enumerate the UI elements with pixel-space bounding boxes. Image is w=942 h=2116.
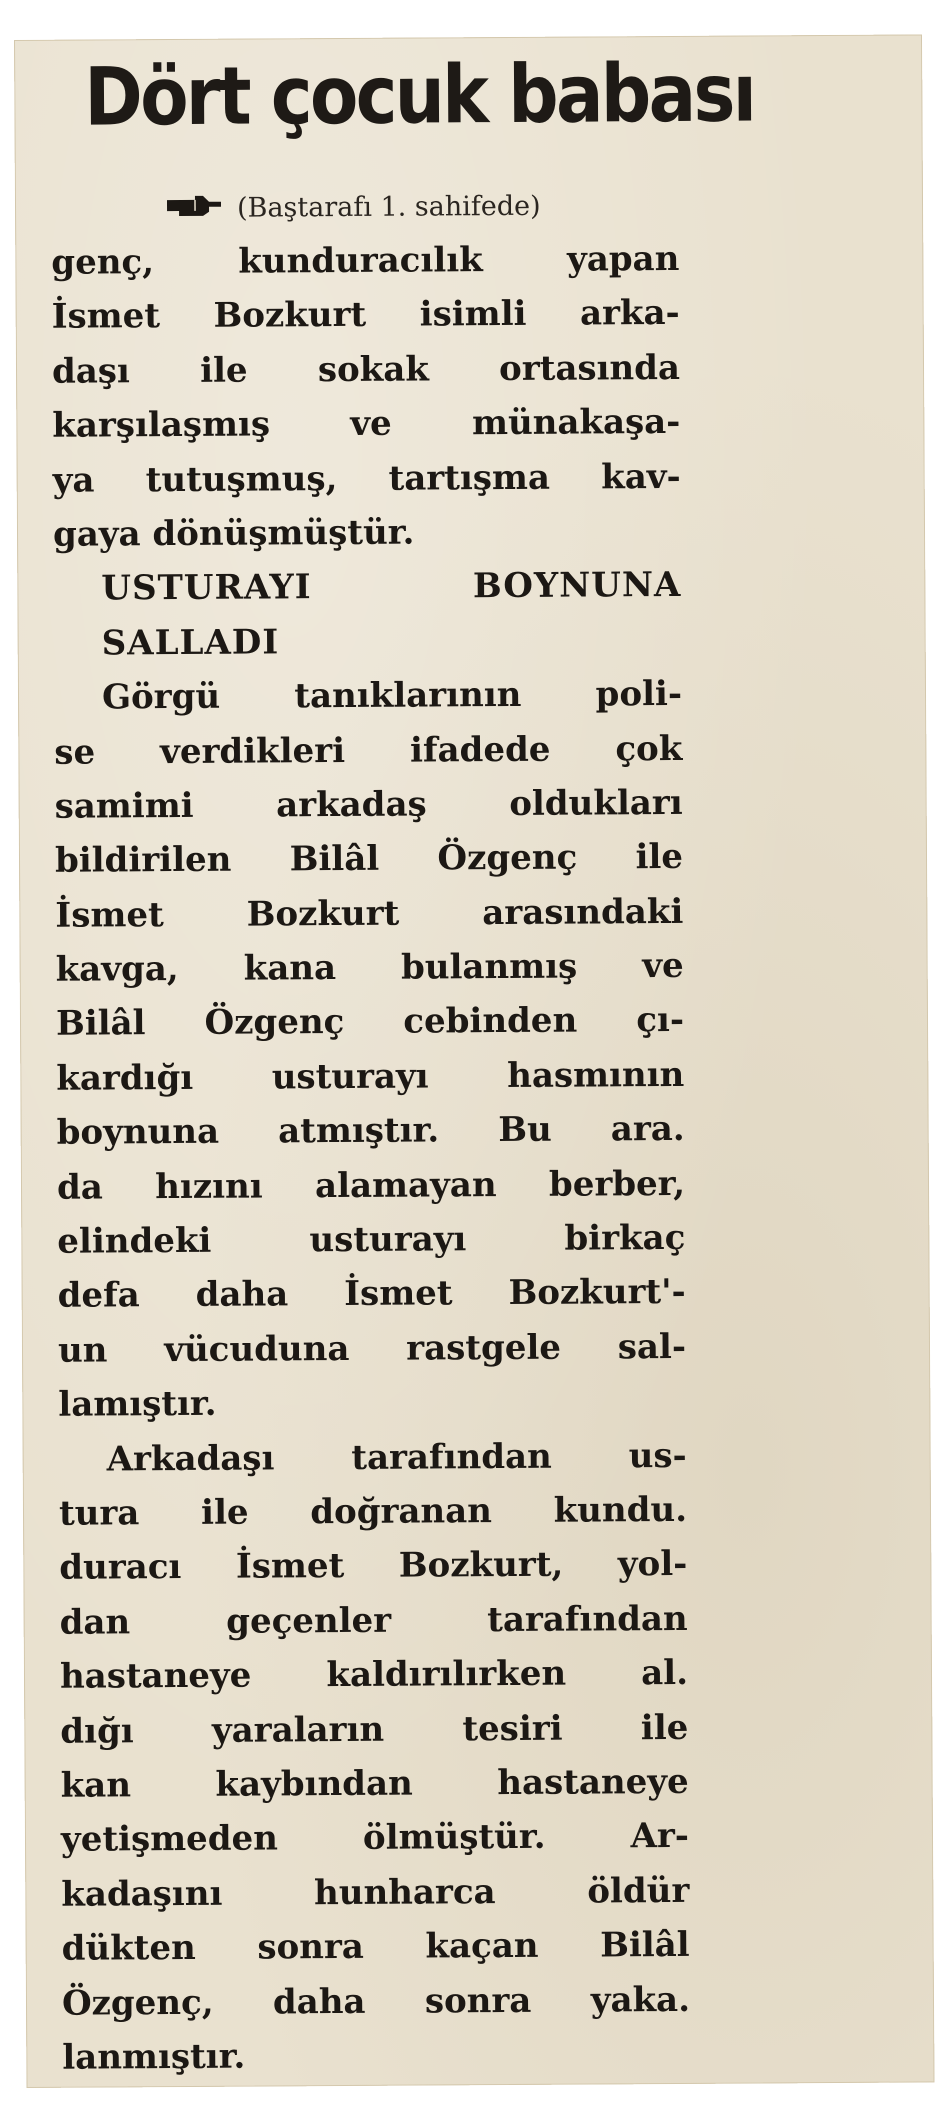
text-line: gaya dönüşmüştür. (52, 512, 415, 555)
text-line: tura ile doğranan kundu. (58, 1489, 688, 1534)
text-line: İsmet Bozkurt arasındaki (55, 891, 684, 936)
text-line: duracı İsmet Bozkurt, yol- (59, 1544, 688, 1589)
subheading-line: SALLADI (101, 622, 280, 664)
headline: Dört çocuk babası (84, 46, 755, 144)
text-line: se verdikleri ifadede çok (54, 728, 683, 773)
text-line: kan kaybından hastaneye (60, 1761, 689, 1806)
text-line: ya tutuşmuş, tartışma kav- (52, 456, 681, 501)
continued-note (165, 191, 541, 225)
text-line: kavga, kana bulanmış ve (55, 946, 684, 990)
text-line: İsmet Bozkurt isimli arka- (51, 293, 680, 338)
text-line: lanmıştır. (62, 2036, 246, 2078)
article-body (51, 232, 690, 2085)
text-line: karşılaşmış ve münakaşa- (52, 402, 681, 446)
text-line: kadaşını hunharca öldür (61, 1870, 690, 1915)
newspaper-clipping (14, 34, 934, 2088)
text-line: Görgü tanıklarının poli- (101, 674, 683, 718)
text-line: elindeki usturayı birkaç (57, 1217, 686, 1262)
subheading-line: USTURAYI BOYNUNA (101, 565, 682, 609)
text-line: daşı ile sokak ortasında (51, 347, 681, 392)
text-line: Özgenç, daha sonra yaka. (61, 1979, 691, 2024)
pointing-hand-icon (165, 194, 223, 225)
text-line: samimi arkadaş oldukları (54, 782, 683, 827)
text-line: da hızını alamayan berber, (56, 1163, 686, 1208)
text-line: dan geçenler tarafından (59, 1598, 688, 1643)
text-line: hastaneye kaldırılırken al. (59, 1653, 689, 1697)
text-line: boynuna atmıştır. Bu ara. (56, 1109, 685, 1154)
text-line: Bilâl Özgenç cebinden çı- (55, 1000, 685, 1045)
text-line: dığı yaraların tesiri ile (60, 1707, 689, 1752)
text-line: bildirilen Bilâl Özgenç ile (54, 837, 684, 882)
text-line: yetişmeden ölmüştür. Ar- (60, 1816, 690, 1861)
text-line: defa daha İsmet Bozkurt'- (57, 1272, 686, 1317)
text-line: dükten sonra kaçan Bilâl (61, 1925, 690, 1969)
text-line: un vücuduna rastgele sal- (57, 1326, 687, 1371)
text-line: genç, kunduracılık yapan (51, 238, 680, 283)
text-line: kardığı usturayı hasmının (56, 1054, 685, 1099)
continued-note-text: (Baştarafı 1. sahifede) (236, 190, 541, 224)
text-line: lamıştır. (58, 1383, 217, 1425)
text-line: Arkadaşı tarafından us- (106, 1435, 687, 1480)
